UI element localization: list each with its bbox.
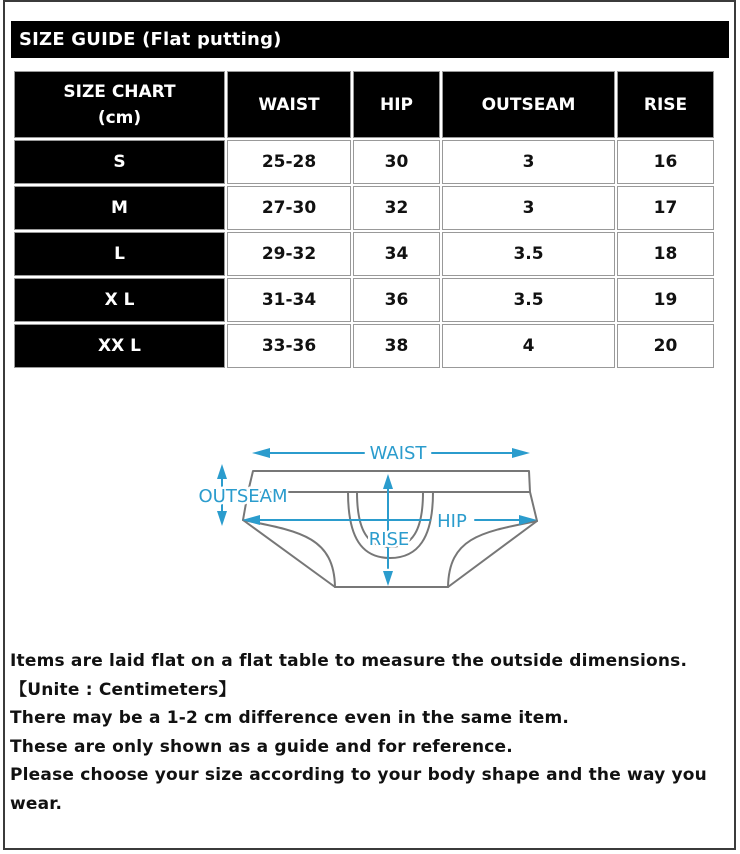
rise-value: 19 bbox=[617, 278, 714, 322]
header-rise: RISE bbox=[617, 71, 714, 138]
outseam-label: OUTSEAM bbox=[198, 486, 288, 507]
hip-value: 32 bbox=[353, 186, 440, 230]
size-label: XX L bbox=[14, 324, 225, 368]
outseam-value: 3 bbox=[442, 140, 615, 184]
outseam-value: 4 bbox=[442, 324, 615, 368]
size-label: M bbox=[14, 186, 225, 230]
waist-value: 29-32 bbox=[227, 232, 351, 276]
note-line: Please choose your size according to your body shape and the way you bbox=[10, 765, 707, 786]
waist-label: WAIST bbox=[369, 443, 427, 464]
hip-value: 34 bbox=[353, 232, 440, 276]
note-line: 【Unite : Centimeters】 bbox=[10, 679, 236, 700]
size-label: L bbox=[14, 232, 225, 276]
rise-value: 20 bbox=[617, 324, 714, 368]
header-size-chart-line2: (cm) bbox=[97, 107, 142, 128]
table-row-xxl bbox=[14, 324, 714, 368]
table-row-l bbox=[14, 232, 714, 276]
hip-value: 36 bbox=[353, 278, 440, 322]
hip-value: 30 bbox=[353, 140, 440, 184]
header-size-chart-line1: SIZE CHART bbox=[63, 81, 176, 102]
table-row-s bbox=[14, 140, 714, 184]
rise-value: 17 bbox=[617, 186, 714, 230]
hip-arrow bbox=[242, 515, 537, 525]
size-label: S bbox=[14, 140, 225, 184]
outseam-value: 3 bbox=[442, 186, 615, 230]
page-title: SIZE GUIDE (Flat putting) bbox=[19, 29, 282, 50]
waist-value: 33-36 bbox=[227, 324, 351, 368]
briefs-measurement-diagram bbox=[185, 436, 550, 594]
header-waist: WAIST bbox=[227, 71, 351, 138]
note-line: Items are laid flat on a flat table to measure the outside dimensions. bbox=[10, 651, 688, 671]
note-line: There may be a 1-2 cm difference even in the same item. bbox=[10, 708, 570, 729]
hip-label: HIP bbox=[437, 511, 467, 532]
table-row-m bbox=[14, 186, 714, 230]
waist-value: 31-34 bbox=[227, 278, 351, 322]
rise-label: RISE bbox=[368, 529, 410, 550]
note-line: wear. bbox=[10, 793, 63, 814]
size-label: X L bbox=[14, 278, 225, 322]
waist-value: 25-28 bbox=[227, 140, 351, 184]
size-chart-table bbox=[12, 69, 716, 370]
table-row-xl bbox=[14, 278, 714, 322]
outseam-value: 3.5 bbox=[442, 278, 615, 322]
header-hip: HIP bbox=[353, 71, 440, 138]
header-size-chart-cm bbox=[14, 71, 225, 138]
size-guide-title-bar bbox=[11, 21, 729, 58]
header-outseam: OUTSEAM bbox=[442, 71, 615, 138]
rise-value: 18 bbox=[617, 232, 714, 276]
waist-value: 27-30 bbox=[227, 186, 351, 230]
note-line: These are only shown as a guide and for reference. bbox=[10, 736, 513, 757]
hip-value: 38 bbox=[353, 324, 440, 368]
measurement-notes bbox=[10, 647, 726, 819]
rise-value: 16 bbox=[617, 140, 714, 184]
table-header-row bbox=[14, 71, 714, 138]
outseam-value: 3.5 bbox=[442, 232, 615, 276]
